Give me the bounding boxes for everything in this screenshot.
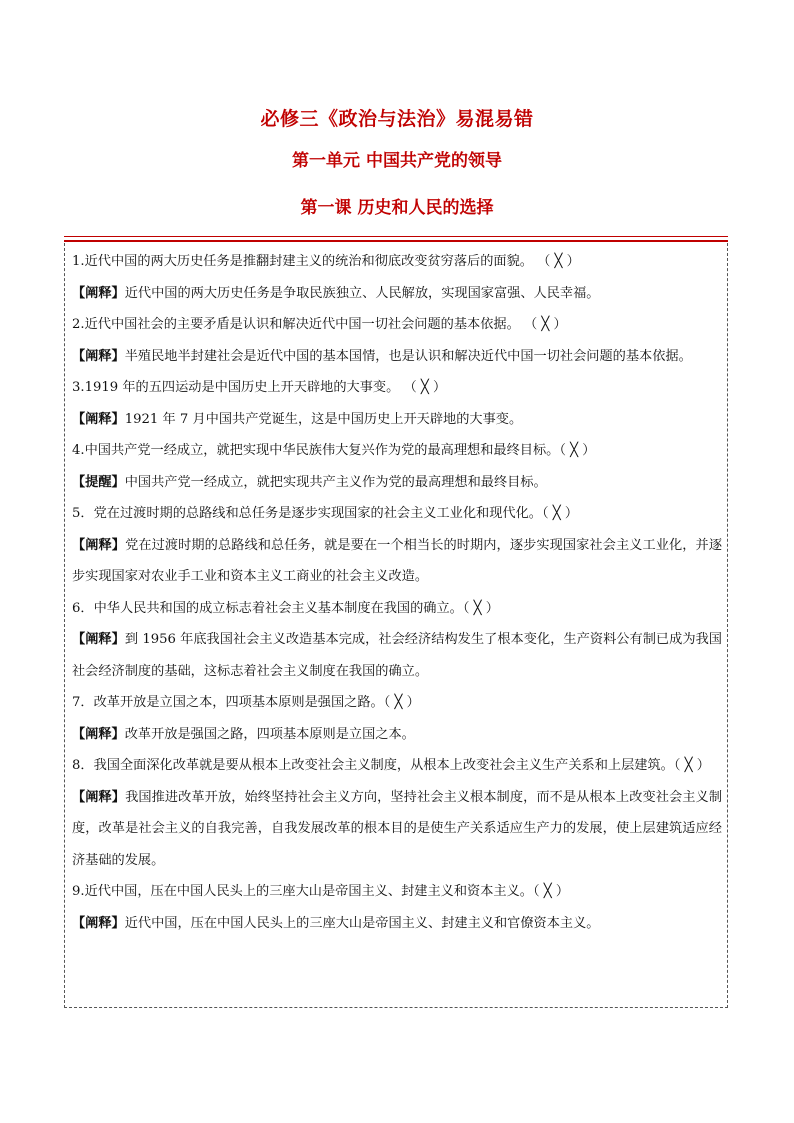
explanation-tag: 【阐释】 xyxy=(72,632,125,647)
item-explanation: 近代中国的两大历史任务是争取民族独立、人民解放，实现国家富强、人民幸福。 xyxy=(124,285,600,301)
item-explanation-line xyxy=(72,404,722,436)
explanation-tag: 【阐释】 xyxy=(72,348,125,364)
item-question: 7．改革开放是立国之本，四项基本原则是强国之路。（ ╳ ） xyxy=(72,695,420,710)
item-explanation-line xyxy=(72,278,722,310)
explanation-tag: 【阐释】 xyxy=(72,915,125,931)
list-item xyxy=(72,750,722,876)
document-title: 必修三《政治与法治》易混易错 xyxy=(260,108,534,130)
item-explanation-line xyxy=(72,530,722,593)
item-explanation-line xyxy=(72,341,722,373)
explanation-tag: 【阐释】 xyxy=(72,411,125,427)
item-explanation-line xyxy=(72,624,722,687)
list-item xyxy=(72,246,722,309)
list-item xyxy=(72,593,722,688)
item-question: 5．党在过渡时期的总路线和总任务是逐步实现国家的社会主义工业化和现代化。（ ╳ ） xyxy=(72,506,579,521)
list-item xyxy=(72,435,722,498)
list-item xyxy=(72,498,722,593)
item-explanation-line xyxy=(72,467,722,499)
item-question: 6．中华人民共和国的成立标志着社会主义基本制度在我国的确立。（ ╳ ） xyxy=(72,600,499,616)
lesson-title: 第一课 历史和人民的选择 xyxy=(300,198,494,218)
item-explanation: 到 1956 年底我国社会主义改造基本完成，社会经济结构发生了根本变化，生产资料公有制已成为我国社会经济制度的基础，这标志着社会主义制度在我国的确立。 xyxy=(72,632,722,679)
item-explanation: 中国共产党一经成立，就把实现共产主义作为党的最高理想和最终目标。 xyxy=(124,474,547,490)
item-explanation: 党在过渡时期的总路线和总任务，就是要在一个相当长的时期内，逐步实现国家社会主义工业化，并逐步实现国家对农业手工业和资本主义工商业的社会主义改造。 xyxy=(72,537,723,584)
unit-title: 第一单元 中国共产党的领导 xyxy=(292,151,502,171)
item-list xyxy=(72,246,722,939)
item-explanation-line xyxy=(72,908,722,940)
item-explanation: 半殖民地半封建社会是近代中国的基本国情，也是认识和解决近代中国一切社会问题的基本依据。 xyxy=(124,348,692,364)
list-item xyxy=(72,687,722,750)
item-explanation-line xyxy=(72,782,722,877)
item-question: 1.近代中国的两大历史任务是推翻封建主义的统治和彻底改变贫穷落后的面貌。 （ ╳ ） xyxy=(72,254,580,269)
item-question: 3.1919 年的五四运动是中国历史上开天辟地的大事变。 （ ╳ ） xyxy=(72,380,447,395)
list-item xyxy=(72,309,722,372)
item-explanation: 近代中国，压在中国人民头上的三座大山是帝国主义、封建主义和官僚资本主义。 xyxy=(124,915,600,931)
item-explanation: 1921 年 7 月中国共产党诞生，这是中国历史上开天辟地的大事变。 xyxy=(124,411,523,427)
item-question: 4.中国共产党一经成立，就把实现中华民族伟大复兴作为党的最高理想和最终目标。（ ╳ ） xyxy=(72,443,596,458)
explanation-tag: 【阐释】 xyxy=(72,285,125,301)
explanation-tag: 【阐释】 xyxy=(72,537,126,553)
item-question: 2.近代中国社会的主要矛盾是认识和解决近代中国一切社会问题的基本依据。 （ ╳ ） xyxy=(72,317,567,332)
list-item xyxy=(72,876,722,939)
item-question: 9.近代中国，压在中国人民头上的三座大山是帝国主义、封建主义和资本主义。（ ╳ ） xyxy=(72,884,570,899)
header-divider-thick xyxy=(64,240,728,242)
header-divider-thin xyxy=(64,236,728,237)
item-explanation: 改革开放是强国之路，四项基本原则是立国之本。 xyxy=(124,726,415,742)
list-item xyxy=(72,372,722,435)
item-question: 8．我国全面深化改革就是要从根本上改变社会主义制度，从根本上改变社会主义生产关系和上层建筑。（ ╳ ） xyxy=(72,758,710,773)
item-explanation: 我国推进改革开放，始终坚持社会主义方向，坚持社会主义根本制度，而不是从根本上改变社会主义制度，改革是社会主义的自我完善，自我发展改革的根本目的是使生产关系适应生产力的发展，使上层建筑适应经济基础的发展。 xyxy=(72,789,723,868)
explanation-tag: 【阐释】 xyxy=(72,789,126,805)
item-explanation-line xyxy=(72,719,722,751)
explanation-tag: 【提醒】 xyxy=(72,474,125,490)
explanation-tag: 【阐释】 xyxy=(72,726,125,742)
